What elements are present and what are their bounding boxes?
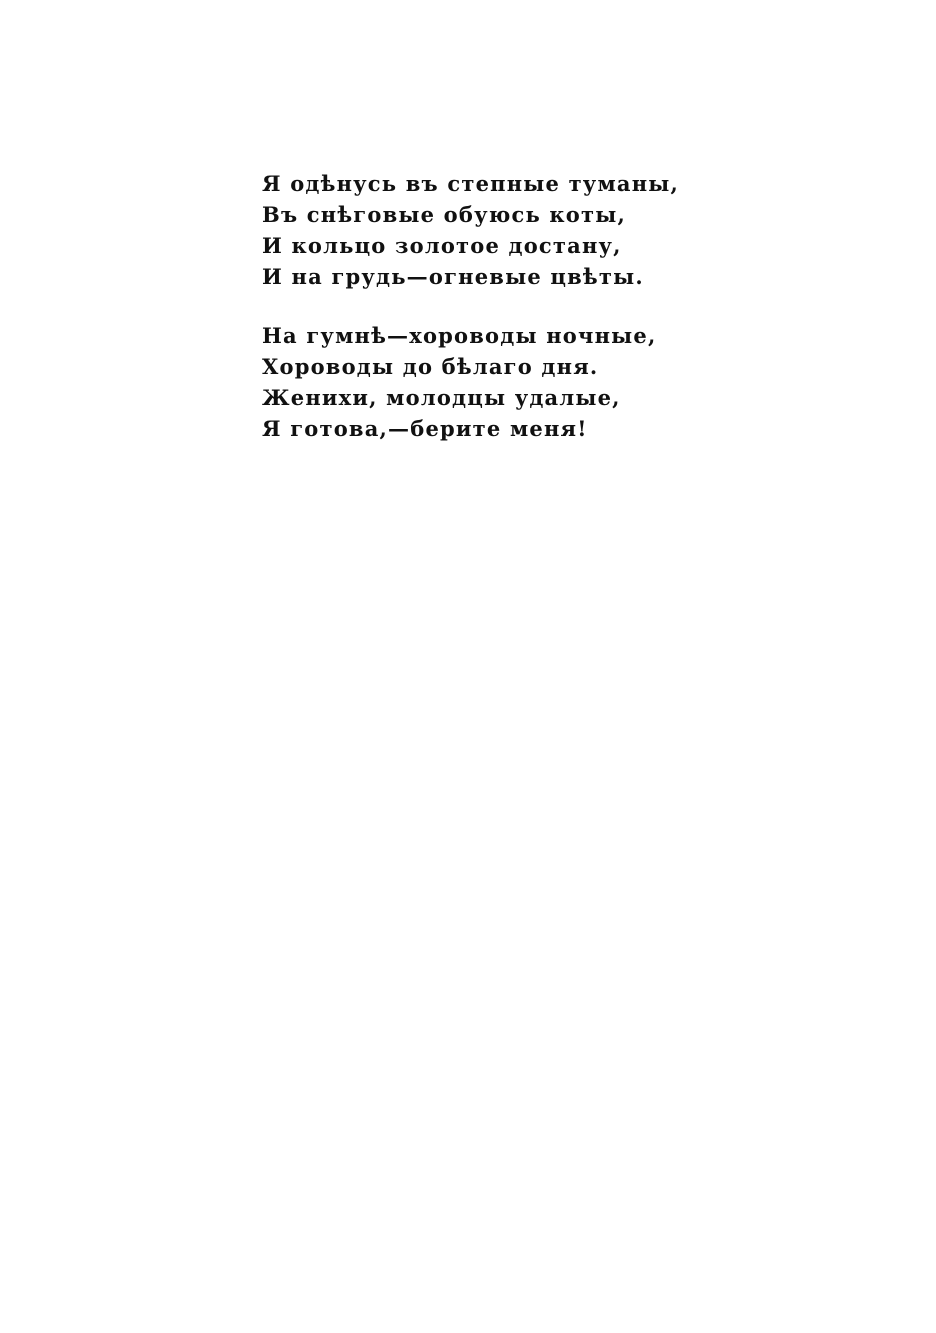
stanza-1 [262, 168, 782, 292]
poem-line: Я одѣнусь въ степные туманы, [262, 171, 680, 196]
poem-line: Хороводы до бѣлаго дня. [262, 354, 599, 379]
poem-line: И на грудь—огневые цвѣты. [262, 264, 644, 289]
poem [262, 168, 782, 444]
stanza-2 [262, 320, 782, 444]
poem-line: На гумнѣ—хороводы ночные, [262, 323, 657, 348]
poem-line: Я готова,—берите меня! [262, 416, 588, 441]
poem-line: Женихи, молодцы удалые, [262, 385, 621, 410]
poem-line: И кольцо золотое достану, [262, 233, 622, 258]
poem-line: Въ снѣговые обуюсь коты, [262, 202, 626, 227]
